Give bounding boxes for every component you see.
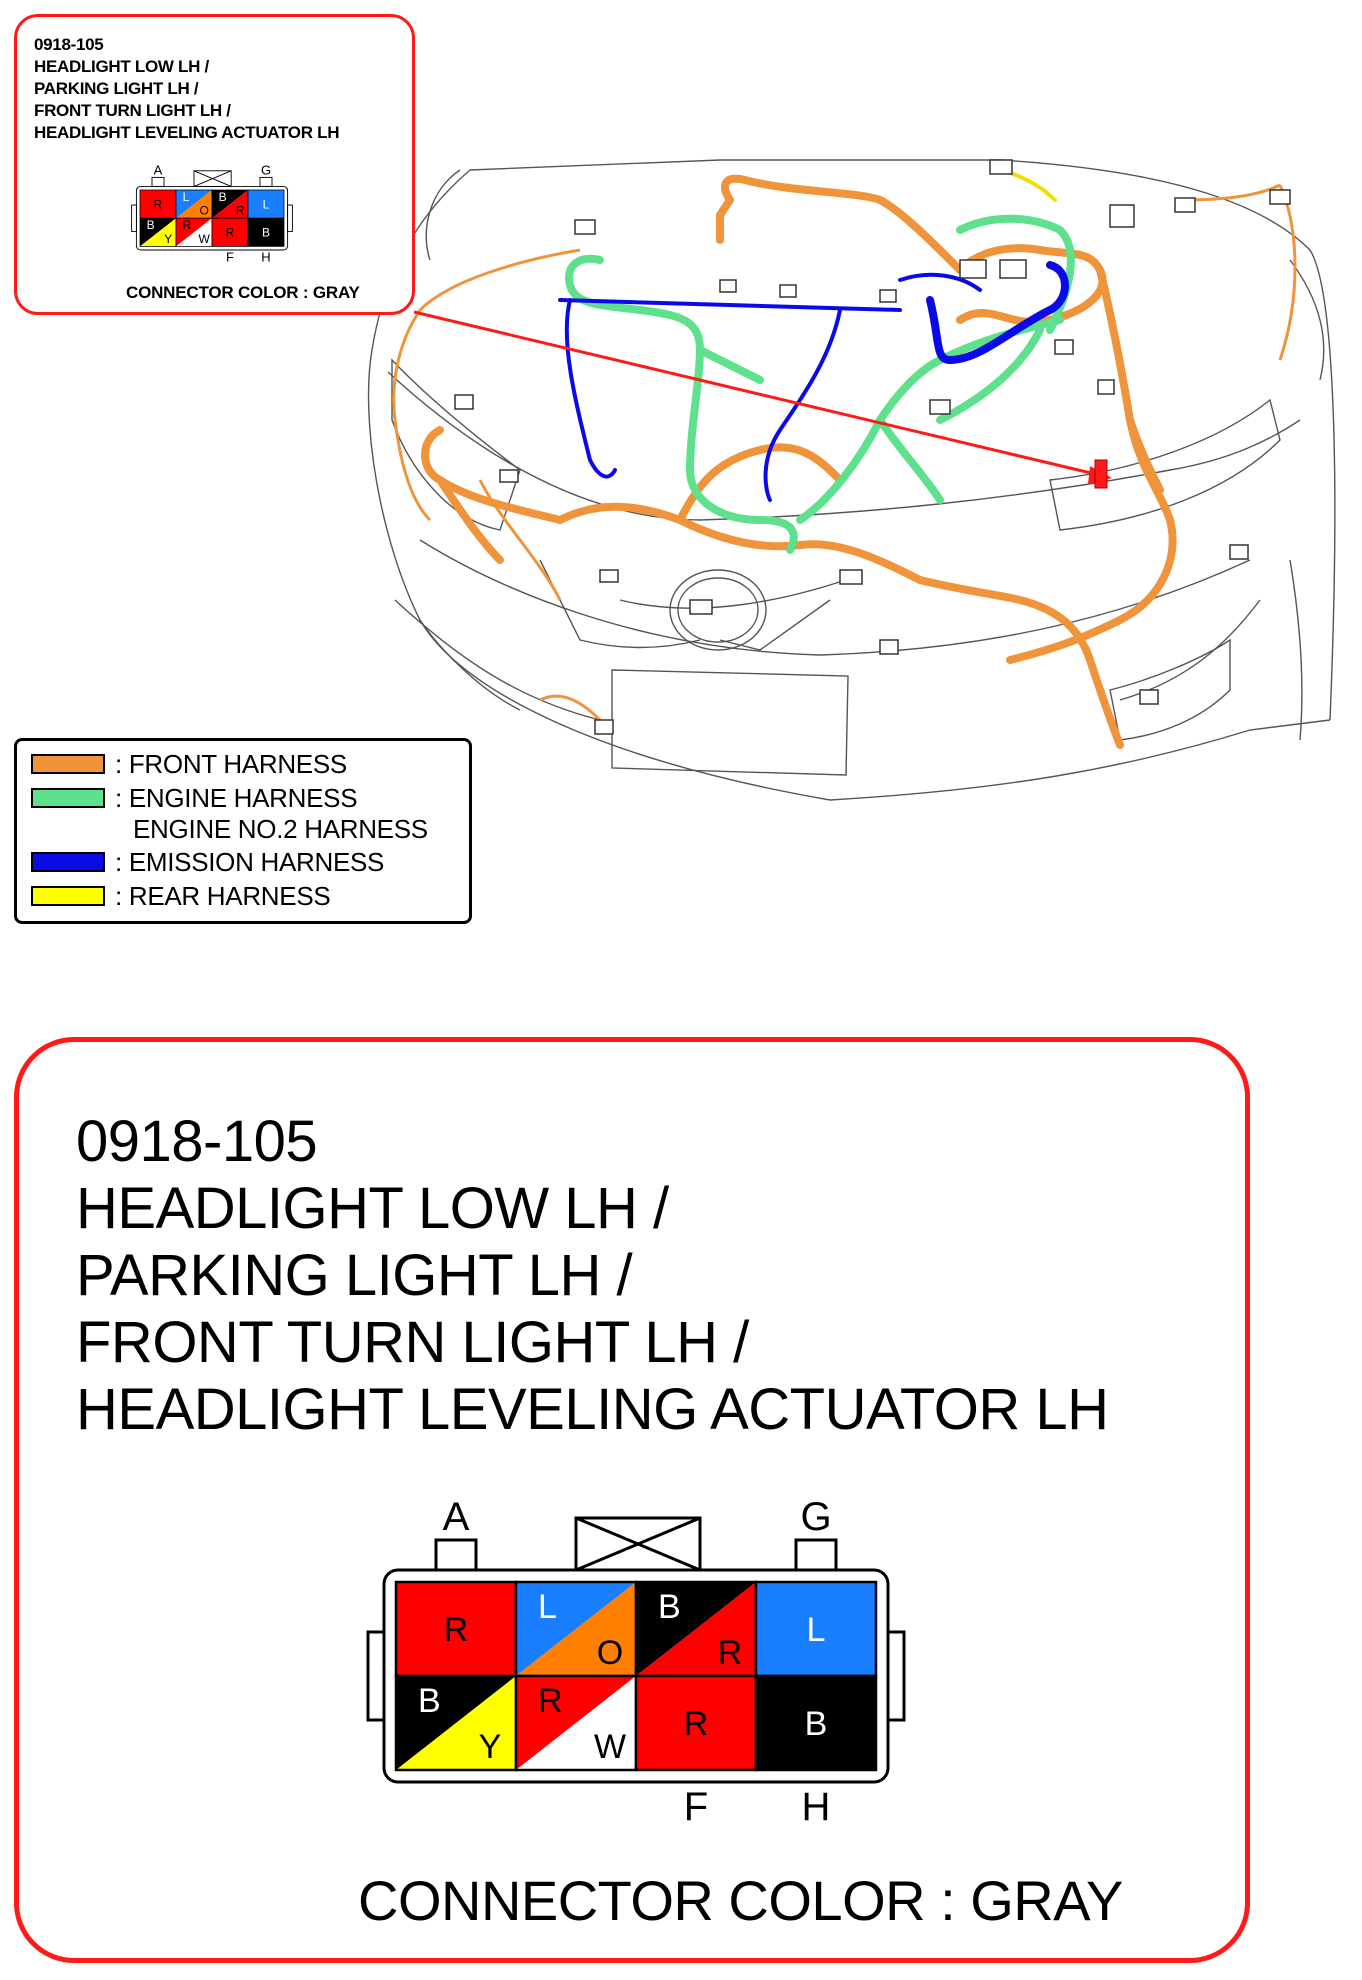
large-pin-bottom-2 (516, 1676, 636, 1770)
legend-swatch-engine (31, 788, 105, 808)
small-pin-bottom-4-wire-label: B (261, 225, 271, 240)
small-pin-bottom-2 (176, 218, 212, 246)
large-pin-top-4-wire-label: L (806, 1611, 826, 1650)
large-pin-bottom-1-wire-label: B (418, 1682, 441, 1720)
large-pin-bottom-2-stripe-label: W (593, 1728, 627, 1766)
small-title-line-2: PARKING LIGHT LH / (34, 79, 199, 98)
small-pin-top-3-stripe-label: R (235, 203, 245, 218)
harness-connectors (455, 160, 1290, 734)
small-left-tab (132, 205, 137, 231)
small-pin-top-3 (212, 190, 248, 218)
small-right-tab (288, 205, 293, 231)
legend-label-rear: : REAR HARNESS (115, 880, 331, 911)
large-pin-top-1-wire-label: R (443, 1611, 469, 1650)
small-pin-bottom-2-stripe-label: W (198, 231, 210, 246)
large-pin-top-3 (636, 1582, 756, 1676)
large-pin-top-3-stripe-label: R (717, 1634, 743, 1672)
small-pin-g-guide (260, 177, 272, 186)
large-title-line-2: PARKING LIGHT LH / (76, 1243, 633, 1308)
large-pin-top-3-wire-label: B (658, 1588, 681, 1626)
legend-swatch-emission (31, 852, 105, 872)
small-connector-diagram (0, 0, 420, 320)
large-pin-bottom-1 (396, 1676, 516, 1770)
small-pin-bottom-1-stripe-label: Y (164, 231, 173, 246)
large-pin-bottom-4 (756, 1676, 876, 1770)
large-pin-bottom-3 (636, 1676, 756, 1770)
legend-item-emission-harness (31, 847, 384, 877)
front-harness-lines (425, 179, 1173, 745)
large-connector-group (368, 1495, 904, 1829)
large-title-line-4: HEADLIGHT LEVELING ACTUATOR LH (76, 1377, 1109, 1442)
small-connector-code: 0918-105 (34, 35, 104, 54)
large-pin-top-1 (396, 1582, 516, 1676)
small-pin-bottom-2-wire-label: R (182, 218, 192, 232)
legend-item-front-harness (31, 749, 347, 779)
large-label-h: H (801, 1785, 831, 1829)
small-pin-bottom-1 (140, 218, 176, 246)
small-label-a: A (153, 162, 163, 178)
large-pin-bottom-2-wire-label: R (538, 1682, 563, 1720)
small-pin-top-1-wire-label: R (153, 197, 163, 212)
legend-item-engine-no2 (133, 814, 428, 844)
large-pin-bottom-4-wire-label: B (804, 1705, 828, 1744)
large-title-line-3: FRONT TURN LIGHT LH / (76, 1310, 749, 1375)
legend-label-engine-no2: ENGINE NO.2 HARNESS (133, 813, 428, 844)
small-title-line-4: HEADLIGHT LEVELING ACTUATOR LH (34, 123, 340, 142)
large-connector-diagram (0, 1400, 1362, 1840)
front-harness-thin (394, 185, 1295, 720)
small-pin-top-1 (140, 190, 176, 218)
small-pin-top-4 (248, 190, 284, 218)
small-pin-bottom-3 (212, 218, 248, 246)
large-left-tab (368, 1632, 384, 1720)
large-title-line-1: HEADLIGHT LOW LH / (76, 1176, 669, 1241)
large-label-a: A (442, 1495, 470, 1539)
small-pin-top-4-wire-label: L (262, 197, 270, 212)
small-pin-bottom-3-wire-label: R (225, 225, 235, 240)
legend-label-front: : FRONT HARNESS (115, 748, 347, 779)
large-right-tab (888, 1632, 904, 1720)
harness-legend (14, 738, 472, 924)
small-pin-top-2-wire-label: L (182, 189, 190, 204)
large-pin-top-2-stripe-label: O (596, 1634, 624, 1672)
small-pin-bottom-1-wire-label: B (146, 218, 155, 232)
large-pin-a-guide (436, 1540, 476, 1570)
small-pin-bottom-4 (248, 218, 284, 246)
small-pin-top-3-wire-label: B (218, 189, 227, 204)
engine-harness-lines (569, 219, 1071, 550)
small-pin-top-2 (176, 190, 212, 218)
legend-item-engine-harness (31, 783, 357, 813)
small-connector-color: CONNECTOR COLOR : GRAY (126, 283, 360, 302)
small-label-f: F (226, 249, 234, 265)
large-callout-title (76, 1108, 1109, 1443)
large-pin-top-2 (516, 1582, 636, 1676)
small-label-g: G (260, 162, 272, 178)
legend-label-engine: : ENGINE HARNESS (115, 782, 358, 813)
target-connector-highlight (1095, 460, 1107, 488)
legend-label-emission: : EMISSION HARNESS (115, 846, 385, 877)
small-label-h: H (261, 249, 271, 265)
large-connector-code: 0918-105 (76, 1109, 318, 1174)
legend-swatch-front (31, 754, 105, 774)
small-pin-top-2-stripe-label: O (199, 203, 209, 218)
legend-item-rear-harness (31, 881, 330, 911)
small-pin-a-guide (152, 177, 164, 186)
large-pin-bottom-1-stripe-label: Y (478, 1728, 502, 1766)
large-pin-top-2-wire-label: L (538, 1588, 557, 1626)
large-pin-top-4 (756, 1582, 876, 1676)
legend-swatch-rear (31, 886, 105, 906)
small-connector-group (132, 162, 293, 264)
large-label-g: G (800, 1495, 832, 1539)
large-pin-g-guide (796, 1540, 836, 1570)
large-connector-color: CONNECTOR COLOR : GRAY (358, 1869, 1123, 1932)
large-pin-bottom-3-wire-label: R (683, 1705, 709, 1744)
small-title-line-1: HEADLIGHT LOW LH / (34, 57, 209, 76)
large-label-f: F (683, 1785, 709, 1829)
small-title-line-3: FRONT TURN LIGHT LH / (34, 101, 231, 120)
